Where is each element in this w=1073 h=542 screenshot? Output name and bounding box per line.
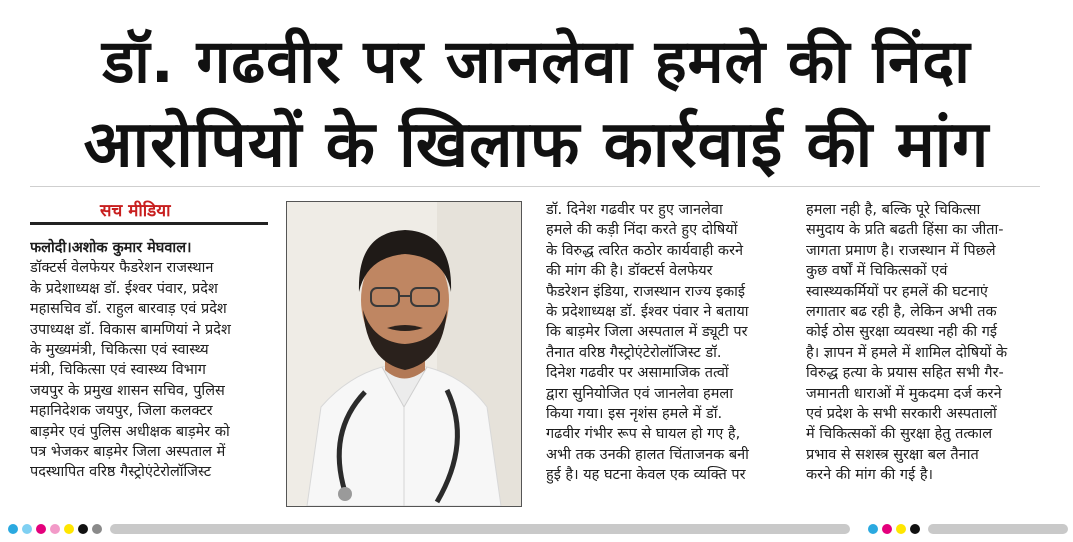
headline-line-1: डॉ. गढवीर पर जानलेवा हमले की निंदा — [102, 27, 971, 97]
text-line: कुछ वर्षों में चिकित्सकों एवं — [806, 263, 948, 280]
article-column-1 — [30, 238, 270, 483]
registration-mark-magenta — [36, 524, 46, 534]
registration-mark-cyan — [8, 524, 18, 534]
text-line: बाड़मेर एवं पुलिस अधीक्षक बाड़मेर को — [30, 423, 230, 440]
top-separator — [30, 186, 1040, 187]
registration-mark-black-2 — [910, 524, 920, 534]
article-column-3 — [546, 200, 786, 486]
text-line: गढवीर गंभीर रूप से घायल हो गए है, — [546, 426, 741, 443]
registration-mark-magenta-2 — [882, 524, 892, 534]
dateline: फलोदी।अशोक कुमार मेघवाल। — [30, 240, 192, 256]
doctor-photo — [286, 201, 522, 507]
text-line: के प्रदेशाध्यक्ष डॉ. ईश्वर पंवार, प्रदेश — [30, 280, 218, 297]
print-margin-bar — [110, 524, 850, 534]
registration-mark-yellow-2 — [896, 524, 906, 534]
byline: सच मीडिया — [100, 201, 171, 221]
text-line: एवं प्रदेश के सभी सरकारी अस्पतालों — [806, 406, 997, 423]
registration-mark-black — [78, 524, 88, 534]
text-line: करने की मांग की गई है। — [806, 467, 934, 484]
text-line: द्वारा सुनियोजित एवं जानलेवा हमला — [546, 385, 734, 402]
text-line: डॉक्टर्स वेलफेयर फैडरेशन राजस्थान — [30, 260, 214, 277]
text-line: महानिदेशक जयपुर, जिला कलक्टर — [30, 403, 213, 420]
text-line: की मांग की है। डॉक्टर्स वेलफेयर — [546, 263, 713, 280]
registration-mark-cyan-2 — [868, 524, 878, 534]
text-line: है। ज्ञापन में हमले में शामिल दोषियों के — [806, 344, 1008, 361]
registration-mark-yellow — [64, 524, 74, 534]
text-line: जमानती धाराओं में मुकदमा दर्ज करने — [806, 385, 1002, 402]
text-line: विरुद्ध हत्या के प्रयास सहित सभी गैर- — [806, 365, 1004, 382]
registration-mark-gray — [92, 524, 102, 534]
registration-mark-pink — [50, 524, 60, 534]
text-line: कि बाड़मेर जिला अस्पताल में ड्यूटी पर — [546, 324, 748, 341]
text-line: पत्र भेजकर बाड़मेर जिला अस्पताल में — [30, 444, 226, 461]
text-line: तैनात वरिष्ठ गैस्ट्रोएंटेरोलॉजिस्ट डॉ. — [546, 344, 722, 361]
article-column-4 — [806, 200, 1046, 486]
text-line: हमला नही है, बल्कि पूरे चिकित्सा — [806, 202, 981, 218]
text-line: कोई ठोस सुरक्षा व्यवस्था नही की गई — [806, 324, 998, 341]
text-line: जयपुर के प्रमुख शासन सचिव, पुलिस — [30, 382, 225, 399]
text-line: डॉ. दिनेश गढवीर पर हुए जानलेवा — [546, 202, 723, 218]
text-line: के विरुद्ध त्वरित कठोर कार्यवाही करने — [546, 242, 744, 259]
text-line: समुदाय के प्रति बढती हिंसा का जीता- — [806, 222, 1004, 239]
text-line: महासचिव डॉ. राहुल बारवाड़ एवं प्रदेश — [30, 301, 227, 318]
text-line: लगातार बढ रही है, लेकिन अभी तक — [806, 304, 997, 321]
text-line: में चिकित्सकों की सुरक्षा हेतु तत्काल — [806, 426, 993, 443]
headline-line-2: आरोपियों के खिलाफ कार्रवाई की मांग — [83, 108, 990, 182]
text-line: हमले की कड़ी निंदा करते हुए दोषियों — [546, 222, 738, 239]
registration-mark-cyan-light — [22, 524, 32, 534]
text-line: के प्रदेशाध्यक्ष डॉ. ईश्वर पंवार ने बताया — [546, 304, 749, 321]
text-line: प्रभाव से सशस्त्र सुरक्षा बल तैनात — [806, 446, 979, 463]
text-line: पदस्थापित वरिष्ठ गैस्ट्रोएंटेरोलॉजिस्ट — [30, 464, 211, 481]
byline-rule — [30, 222, 268, 225]
text-line: फैडरेशन इंडिया, राजस्थान राज्य इकाई — [546, 283, 746, 300]
doctor-portrait-illustration — [287, 202, 521, 506]
text-line: दिनेश गढवीर पर असामाजिक तत्वों — [546, 365, 729, 382]
text-line: किया गया। इस नृशंस हमले में डॉ. — [546, 406, 723, 423]
text-line: के मुख्यमंत्री, चिकित्सा एवं स्वास्थ्य — [30, 342, 209, 359]
text-line: स्वास्थ्यकर्मियों पर हमलें की घटनाएं — [806, 283, 988, 300]
text-line: मंत्री, चिकित्सा एवं स्वास्थ्य विभाग — [30, 362, 206, 379]
text-line: उपाध्यक्ष डॉ. विकास बामणियां ने प्रदेश — [30, 321, 231, 338]
print-margin-bar-right — [928, 524, 1068, 534]
text-line: हुई है। यह घटना केवल एक व्यक्ति पर — [546, 467, 746, 484]
text-line: जागता प्रमाण है। राजस्थान में पिछले — [806, 242, 996, 259]
text-line: अभी तक उनकी हालत चिंताजनक बनी — [546, 446, 749, 463]
